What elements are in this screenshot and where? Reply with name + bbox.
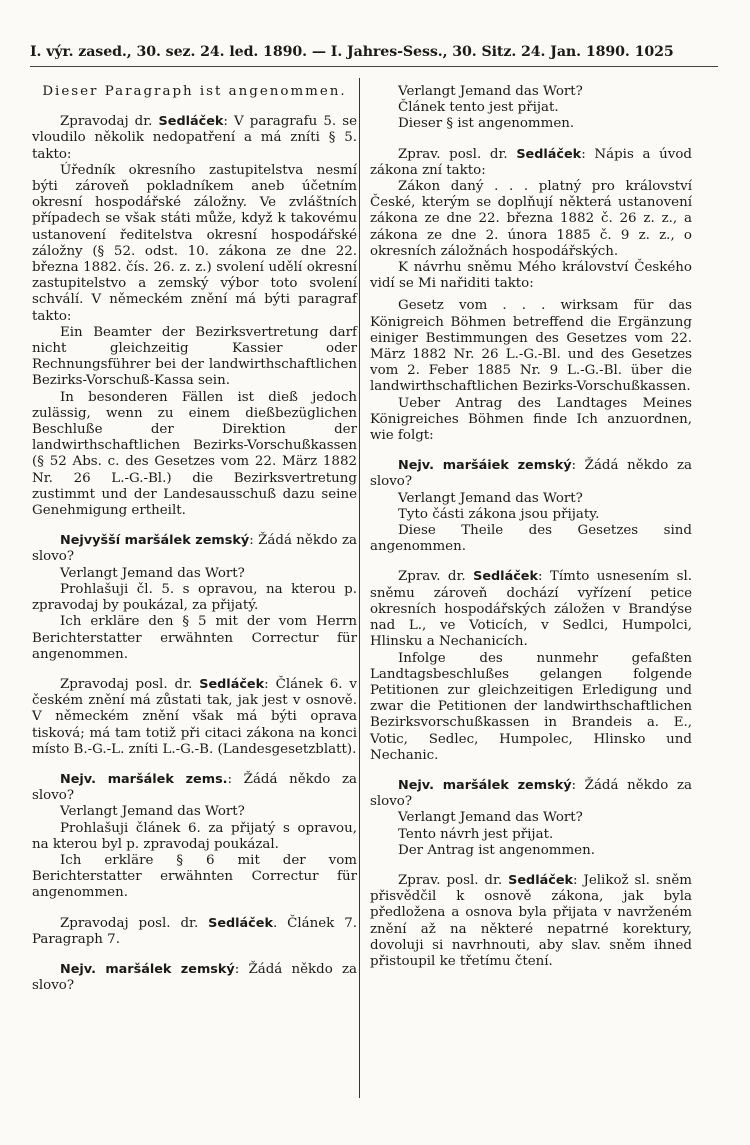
paragraph: Verlangt Jemand das Wort? (60, 565, 245, 581)
paragraph: Článek tento jest přijat. (398, 100, 559, 116)
page-number: 1025 (634, 44, 674, 60)
paragraph: Verlangt Jemand das Wort? (60, 804, 245, 820)
paragraph: Dieser Paragraph ist angenommen. (42, 84, 347, 99)
paragraph: Gesetz vom . . . wirksam für das Königreich Böhmen betreffend die Ergänzung einiger Bestimmungen des Gesetzes vom 22. März 1882 Nr. 26 L.-G.-Bl. und des Gesetzes vom 2. Feber 1885 Nr. 9 L.-G.-Bl. über die landwirthschaftlichen Bezirks-Vorschußkassen. (370, 298, 692, 395)
paragraph: Ich erkläre den § 5 mit der vom Herrn Berichterstatter erwähnten Correctur für angenommen. (32, 614, 357, 662)
paragraph: Ich erkläre § 6 mit der vom Berichterstatter erwähnten Correctur für angenommen. (32, 852, 357, 901)
paragraph: Der Antrag ist angenommen. (398, 842, 595, 858)
page-header (30, 44, 718, 60)
header-german: I. Jahres-Sess., 30. Sitz. 24. Jan. 1890. (330, 44, 630, 60)
paragraph: Tento návrh jest přijat. (398, 826, 554, 842)
speaker-name: Nejv. maršálek zems. (60, 771, 228, 787)
speaker-name: Sedláček (508, 872, 574, 888)
paragraph: Úředník okresního zastupitelstva nesmí býti zároveň pokladníkem aneb účetním okresní hospodářské záložny. Ve zvláštních případech se však státi může, když k takovému ustanovení ředitelstva okresní hospodářské záložny (§ 52. odst. 10. zákona ze dne 22. března 1882. čís. 26. z. z.) svolení udělí okresní zastupitelstvo a zemský výbor toto svolení schválí. V německém znění má býti paragraf takto: (32, 162, 357, 324)
paragraph: Dieser § ist angenommen. (398, 116, 575, 132)
speaker-name: Nejv. maršálek zemský (398, 777, 572, 793)
paragraph: Verlangt Jemand das Wort? (398, 84, 583, 99)
speech-paragraph: Nejvyšší maršálek zemský: Žádá někdo za slovo? (32, 533, 357, 565)
header-dash: — (311, 44, 326, 60)
speech-paragraph: Zprav. posl. dr. Sedláček: Jelikož sl. sněm přisvědčil k osnově zákona, jak byla předložena a osnova byla přijata v navrženém znění až na některé nepatrné korektury, dovoluji si navrhnouti, aby slav. sněm ihned přistoupil ke třetímu čtení. (370, 872, 692, 969)
speaker-name: Sedláček (158, 114, 224, 130)
speaker-name: Nejv. maršálek zemský (60, 961, 235, 977)
paragraph: Diese Theile des Gesetzes sind angenommen. (370, 523, 692, 555)
speaker-name: Sedláček (208, 915, 273, 931)
speaker-name: Sedláček (473, 569, 538, 585)
header-czech: I. výr. zased., 30. sez. 24. led. 1890. (30, 44, 307, 60)
paragraph: Ueber Antrag des Landtages Meines Königreiches Böhmen finde Ich anzuordnen, wie folgt: (370, 395, 692, 444)
right-column (370, 84, 692, 970)
speech-paragraph: Zprav. dr. Sedláček: Tímto usnesením sl. sněmu zároveň dochází vyřízení petice okresních hospodářských záložen v Brandýse nad L., ve Voticích, v Sedlci, Humpolci, Hlinsku a Nechanicích. (370, 569, 692, 650)
speech-paragraph: Nejv. maršálek zemský: Žádá někdo za slovo? (370, 777, 692, 810)
speech-paragraph: Nejv. maršálek zems.: Žádá někdo za slovo? (32, 771, 357, 804)
speech-paragraph: Zpravodaj posl. dr. Sedláček. Článek 7. Paragraph 7. (32, 915, 357, 947)
paragraph: Verlangt Jemand das Wort? (398, 810, 583, 826)
paragraph: Ein Beamter der Bezirksvertretung darf nicht gleichzeitig Kassier oder Rechnungsführer bei der landwirthschaftlichen Bezirks-Vorschuß-Kassa sein. (32, 324, 357, 389)
speech-paragraph: Zprav. posl. dr. Sedláček: Nápis a úvod zákona zní takto: (370, 146, 692, 178)
speaker-name: Sedláček (516, 146, 582, 162)
paragraph: Zákon daný . . . platný pro království České, kterým se doplňují některá ustanovení zákona ze dne 22. března 1882 č. 26 z. z., a zákona ze dne 2. února 1885 č. 9 z. z., o okresních záložnách hospodářských. (370, 179, 692, 259)
paragraph: Infolge des nunmehr gefaßten Landtagsbeschlußes gelangen folgende Petitionen zur gleichzeitigen Erledigung und zwar die Petitionen der landwirthschaftlichen Bezirksvorschußkassen in Brandeis a. E., Votic, Sedlec, Humpolec, Hlinsko und Nechanic. (370, 650, 692, 763)
speech-paragraph: Nejv. maršálek zemský: Žádá někdo za slovo? (32, 961, 357, 994)
left-column (32, 84, 357, 994)
speaker-name: Nejv. maršáiek zemský (398, 458, 572, 474)
paragraph: K návrhu sněmu Mého království Českého vidí se Mi nařiditi takto: (370, 260, 692, 292)
header-rule (30, 66, 718, 67)
paragraph: Tyto části zákona jsou přijaty. (398, 506, 600, 522)
paragraph: Prohlašuji článek 6. za přijatý s opravou, na kterou byl p. zpravodaj poukázal. (32, 820, 357, 852)
speech-paragraph: Zpravodaj dr. Sedláček: V paragrafu 5. se vloudilo několik nedopatření a má zníti § 5. takto: (32, 114, 357, 162)
paragraph: Prohlašuji čl. 5. s opravou, na kterou p. zpravodaj by poukázal, za přijatý. (32, 581, 357, 614)
speech-paragraph: Zpravodaj posl. dr. Sedláček: Článek 6. v českém znění má zůstati tak, jak jest v osnově. V německém znění však má býti oprava tisková; má tam totiž při citaci zákona na konci místo B.-G.-L. zníti L.-G.-B. (Landesgesetzblatt). (32, 676, 357, 757)
speaker-name: Nejvyšší maršálek zemský (60, 533, 250, 549)
speech-paragraph: Nejv. maršáiek zemský: Žádá někdo za slovo? (370, 458, 692, 490)
paragraph: In besonderen Fällen ist dieß jedoch zulässig, wenn zu einem dießbezüglichen Beschluße der Direktion der landwirthschaftlichen Bezirks-Vorschußkassen (§ 52 Abs. c. des Gesetzes vom 22. März 1882 Nr. 26 L.-G.-Bl.) die Bezirksvertretung zustimmt und der Landesausschuß dazu seine Genehmigung ertheilt. (32, 389, 357, 519)
speaker-name: Sedláček (199, 676, 265, 692)
paragraph: Verlangt Jemand das Wort? (398, 490, 583, 506)
column-divider (359, 78, 360, 1098)
